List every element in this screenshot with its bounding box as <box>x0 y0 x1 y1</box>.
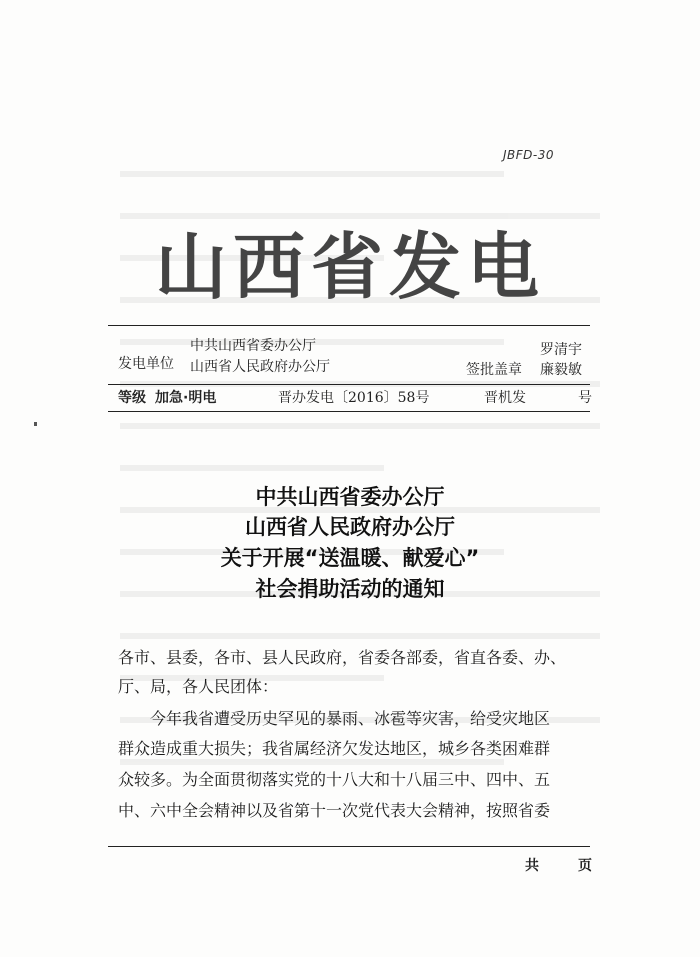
page-total-label: 共 <box>525 858 539 874</box>
body-line: 中、六中全会精神以及省第十一次党代表大会精神，按照省委 <box>118 801 551 820</box>
body-line: 各市、县委，各市、县人民政府，省委各部委，省直各委、办、 <box>118 648 567 667</box>
footer-rule <box>108 846 590 847</box>
body-line: 群众造成重大损失；我省属经济欠发达地区，城乡各类困难群 <box>118 739 551 758</box>
sign-seal-label: 签批盖章 <box>466 362 522 378</box>
sender-unit-1: 中共山西省委办公厅 <box>190 338 316 354</box>
jinji-label: 晋机发 <box>484 390 526 406</box>
scan-speck <box>34 422 37 426</box>
sender-unit-2: 山西省人民政府办公厅 <box>190 359 330 375</box>
sender-unit-label: 发电单位 <box>118 356 174 372</box>
signer-name-2: 廉毅敏 <box>540 362 582 378</box>
body-line: 今年我省遭受历史罕见的暴雨、冰雹等灾害，给受灾地区 <box>150 709 551 728</box>
document-number: 晋办发电〔2016〕58号 <box>278 390 430 406</box>
grade-value: 加急·明电 <box>155 390 217 406</box>
title-line-3: 关于开展“送温暖、献爱心” <box>220 546 480 570</box>
bleed-through-text <box>120 135 600 695</box>
header-rule-middle <box>108 384 590 385</box>
signer-name-1: 罗清宇 <box>540 342 582 358</box>
title-line-1: 中共山西省委办公厅 <box>255 485 445 509</box>
grade-label: 等级 <box>118 390 146 406</box>
body-line: 众较多。为全面贯彻落实党的十八大和十八届三中、四中、五 <box>118 770 551 789</box>
title-line-2: 山西省人民政府办公厅 <box>245 515 455 539</box>
body-line: 厅、局，各人民团体： <box>118 677 279 696</box>
page-unit-label: 页 <box>578 858 592 874</box>
header-rule-top <box>108 325 590 326</box>
header-rule-bottom <box>108 411 590 412</box>
masthead-title: 山西省发电 <box>154 224 545 309</box>
handwritten-ref-code: JBFD-30 <box>503 148 555 162</box>
hao-label: 号 <box>578 390 592 406</box>
title-line-4: 社会捐助活动的通知 <box>255 577 445 601</box>
